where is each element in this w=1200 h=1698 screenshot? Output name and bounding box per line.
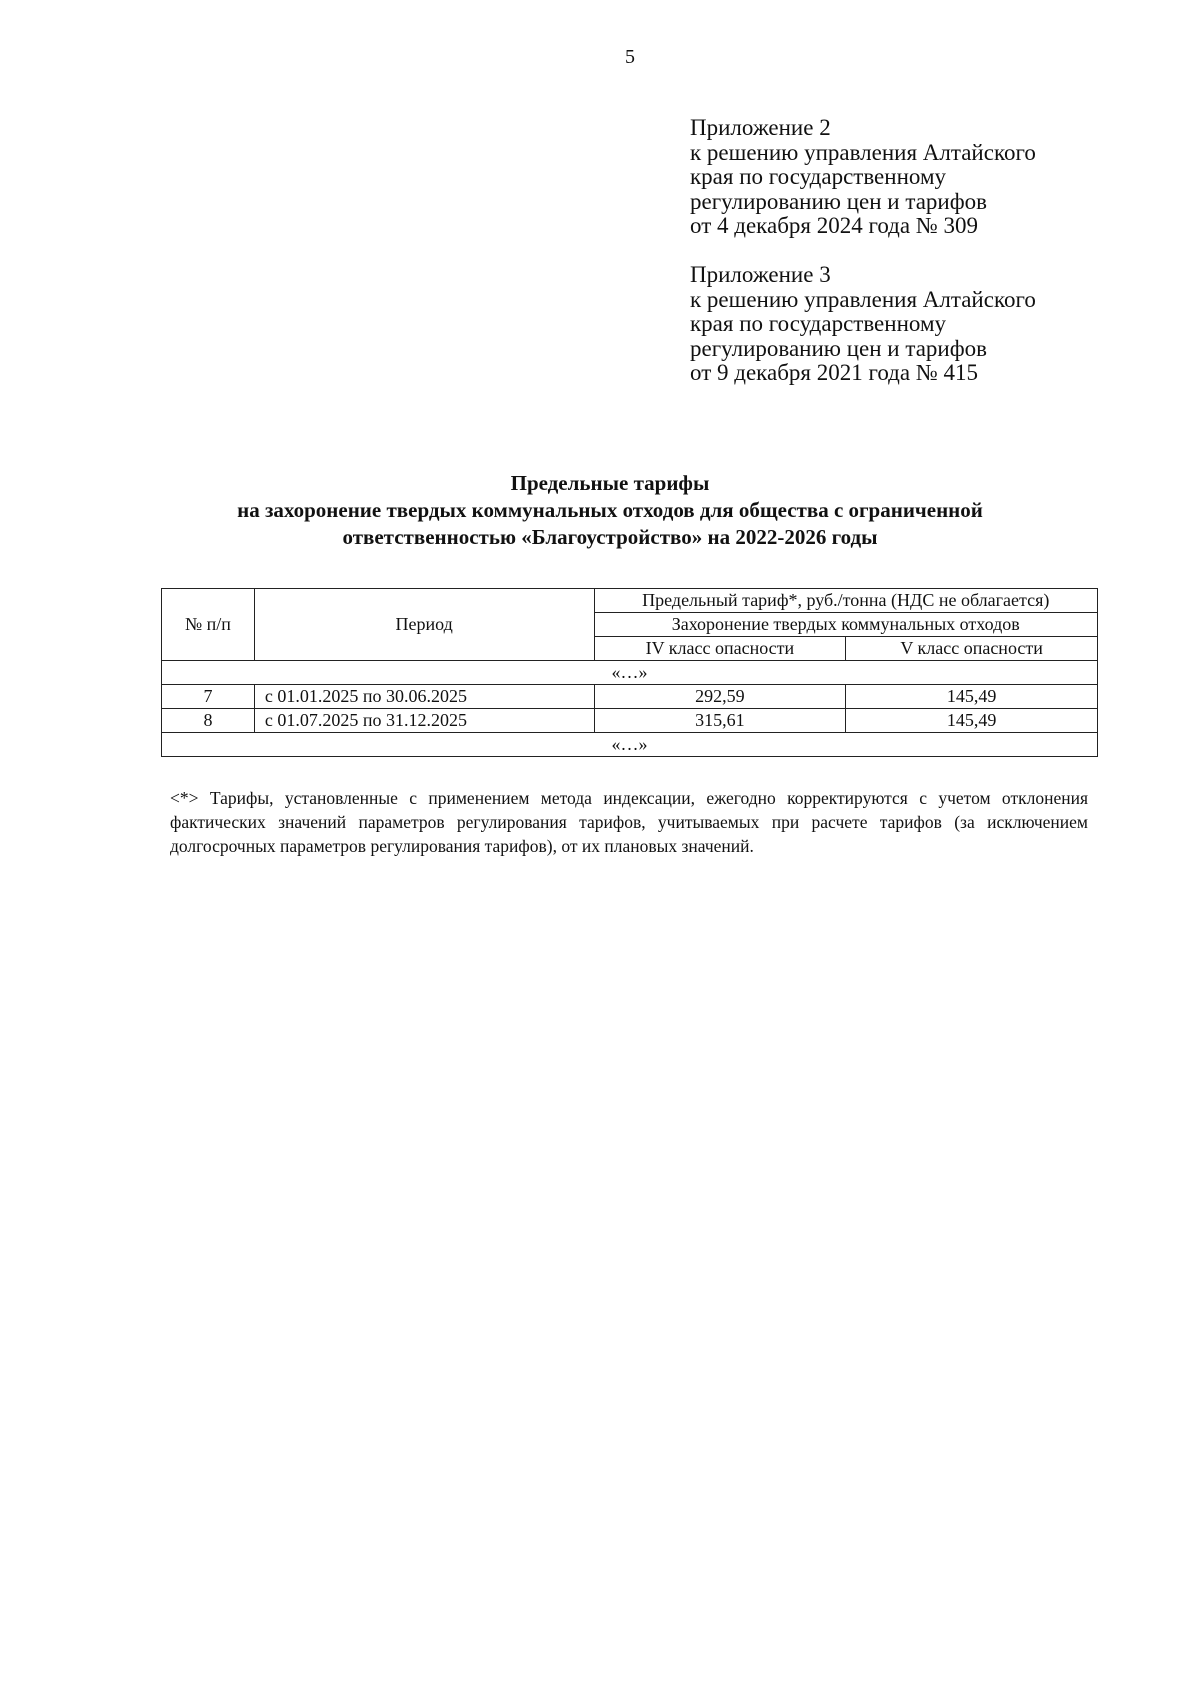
header-tariff: Предельный тариф*, руб./тонна (НДС не облагается)	[594, 589, 1098, 613]
row-class-iv: 292,59	[594, 685, 846, 709]
header-class-iv: IV класс опасности	[594, 637, 846, 661]
table-header-row	[162, 589, 1098, 613]
row-period: с 01.01.2025 по 30.06.2025	[254, 685, 594, 709]
header-num: № п/п	[162, 589, 255, 661]
header-period: Период	[254, 589, 594, 661]
header-service: Захоронение твердых коммунальных отходов	[594, 613, 1098, 637]
appendix-3-line: к решению управления Алтайского	[690, 286, 1036, 312]
title-line-1: Предельные тарифы	[510, 471, 710, 495]
appendix-2-line: к решению управления Алтайского	[690, 139, 1036, 165]
table-row	[162, 685, 1098, 709]
row-class-v: 145,49	[846, 685, 1098, 709]
row-num: 8	[162, 709, 255, 733]
appendix-3-line: от 9 декабря 2021 года № 415	[690, 360, 979, 385]
title-line-3: ответственностью «Благоустройство» на 2022-2026 годы	[342, 525, 878, 549]
ellipsis-cell: «…»	[162, 733, 1098, 757]
document-title	[160, 470, 1060, 551]
header-class-v: V класс опасности	[846, 637, 1098, 661]
appendix-3-line: края по государственному	[690, 311, 946, 336]
page-number: 5	[625, 46, 635, 68]
appendix-3-line: регулированию цен и тарифов	[690, 335, 987, 361]
row-class-v: 145,49	[846, 709, 1098, 733]
ellipsis-cell: «…»	[162, 661, 1098, 685]
appendix-2-line: от 4 декабря 2024 года № 309	[690, 213, 979, 238]
appendix-3-line: Приложение 3	[690, 262, 831, 287]
appendix-2-block	[690, 116, 1036, 239]
appendix-3-block	[690, 263, 1036, 386]
table-ellipsis-row	[162, 661, 1098, 685]
title-line-2: на захоронение твердых коммунальных отходов для общества с ограниченной	[237, 498, 983, 522]
tariff-table	[161, 588, 1098, 757]
appendix-2-line: края по государственному	[690, 164, 946, 189]
appendix-2-line: Приложение 2	[690, 115, 831, 140]
row-period: с 01.07.2025 по 31.12.2025	[254, 709, 594, 733]
row-num: 7	[162, 685, 255, 709]
table-ellipsis-row	[162, 733, 1098, 757]
appendix-2-line: регулированию цен и тарифов	[690, 188, 987, 214]
table-row	[162, 709, 1098, 733]
row-class-iv: 315,61	[594, 709, 846, 733]
footnote: <*> Тарифы, установленные с применением метода индексации, ежегодно корректируются с учетом отклонения фактических значений параметров регулирования тарифов, учитываемых при расчете тарифов (за исключением долгосрочных параметров регулирования тарифов), от их плановых значений.	[170, 788, 1088, 856]
